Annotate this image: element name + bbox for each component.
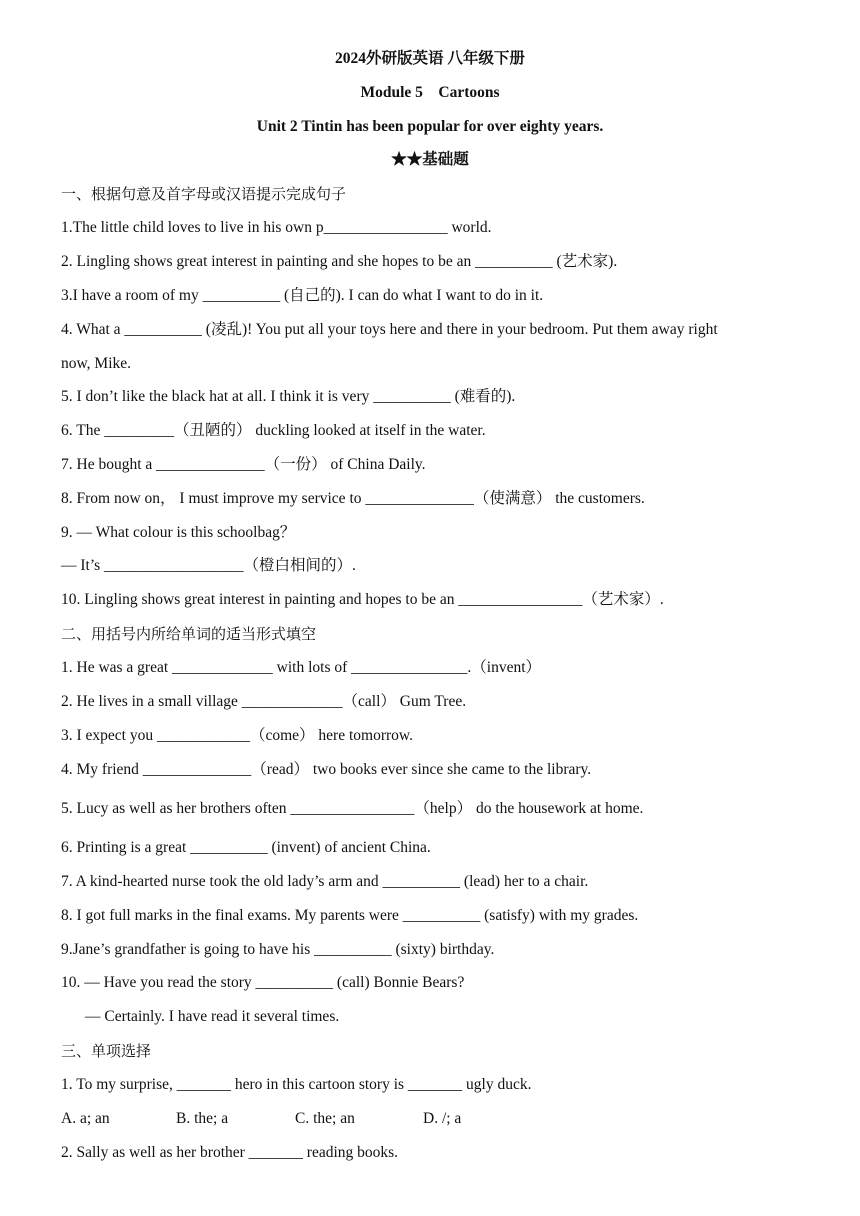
part1-question-5: 5. I don’t like the black hat at all. I think it is very __________ (难看的). [61, 388, 516, 405]
part2-question-3: 3. I expect you ____________（come） here tomorrow. [61, 727, 413, 744]
part1-question-2: 2. Lingling shows great interest in painting and she hopes to be an __________ (艺术家). [61, 253, 618, 270]
option-b: B. the; a [176, 1110, 229, 1127]
part1-question-8: 8. From now on， I must improve my service to ______________（使满意） the customers. [61, 490, 645, 507]
part3-question-1: 1. To my surprise, _______ hero in this cartoon story is _______ ugly duck. [61, 1076, 532, 1093]
part3-question-1-options [61, 1109, 820, 1129]
doc-title: 2024外研版英语 八年级下册 [335, 50, 525, 67]
part2-question-1: 1. He was a great _____________ with lots of _______________.（invent） [61, 659, 542, 676]
level-title: ★★基础题 [391, 151, 469, 168]
part2-question-2: 2. He lives in a small village _____________（call） Gum Tree. [61, 693, 467, 710]
part1-question-4: 4. What a __________ (凌乱)! You put all your toys here and there in your bedroom. Put them away right [61, 321, 718, 338]
unit-title: Unit 2 Tintin has been popular for over eighty years. [256, 118, 604, 135]
part3-question-2: 2. Sally as well as her brother _______ reading books. [61, 1144, 399, 1161]
part2-question-9: 9.Jane’s grandfather is going to have his __________ (sixty) birthday. [61, 941, 495, 958]
part2-question-7: 7. A kind-hearted nurse took the old lady’s arm and __________ (lead) her to a chair. [61, 873, 589, 890]
section-2-heading: 二、用括号内所给单词的适当形式填空 [61, 625, 317, 643]
part1-question-4-cont: now, Mike. [61, 355, 132, 372]
option-d: D. /; a [423, 1110, 462, 1127]
part1-question-7: 7. He bought a ______________（一份） of China Daily. [61, 456, 426, 473]
part1-question-1: 1.The little child loves to live in his own p________________ world. [61, 219, 492, 236]
part1-question-10: 10. Lingling shows great interest in painting and hopes to be an ________________（艺术家）. [61, 591, 664, 608]
option-a: A. a; an [61, 1110, 110, 1127]
part1-question-6: 6. The _________（丑陋的） duckling looked at itself in the water. [61, 422, 486, 439]
part2-question-4: 4. My friend ______________（read） two books ever since she came to the library. [61, 761, 592, 778]
part2-question-10: 10. — Have you read the story __________ (call) Bonnie Bears? [61, 974, 465, 991]
part2-question-5: 5. Lucy as well as her brothers often ________________（help） do the housework at home. [61, 800, 644, 817]
part2-question-6: 6. Printing is a great __________ (invent) of ancient China. [61, 839, 431, 856]
part2-question-8: 8. I got full marks in the final exams. My parents were __________ (satisfy) with my grades. [61, 907, 639, 924]
part1-question-9-answer: — It’s __________________（橙白相间的）. [61, 557, 356, 574]
part2-question-10-answer: — Certainly. I have read it several times. [85, 1008, 340, 1025]
option-c: C. the; an [295, 1110, 355, 1127]
module-title: Module 5 Cartoons [360, 84, 500, 101]
part1-question-9: 9. — What colour is this schoolbag？ [61, 524, 296, 541]
part1-question-3: 3.I have a room of my __________ (自己的). I can do what I want to do in it. [61, 287, 544, 304]
section-1-heading: 一、根据句意及首字母或汉语提示完成句子 [61, 185, 347, 203]
section-3-heading: 三、单项选择 [61, 1042, 152, 1060]
